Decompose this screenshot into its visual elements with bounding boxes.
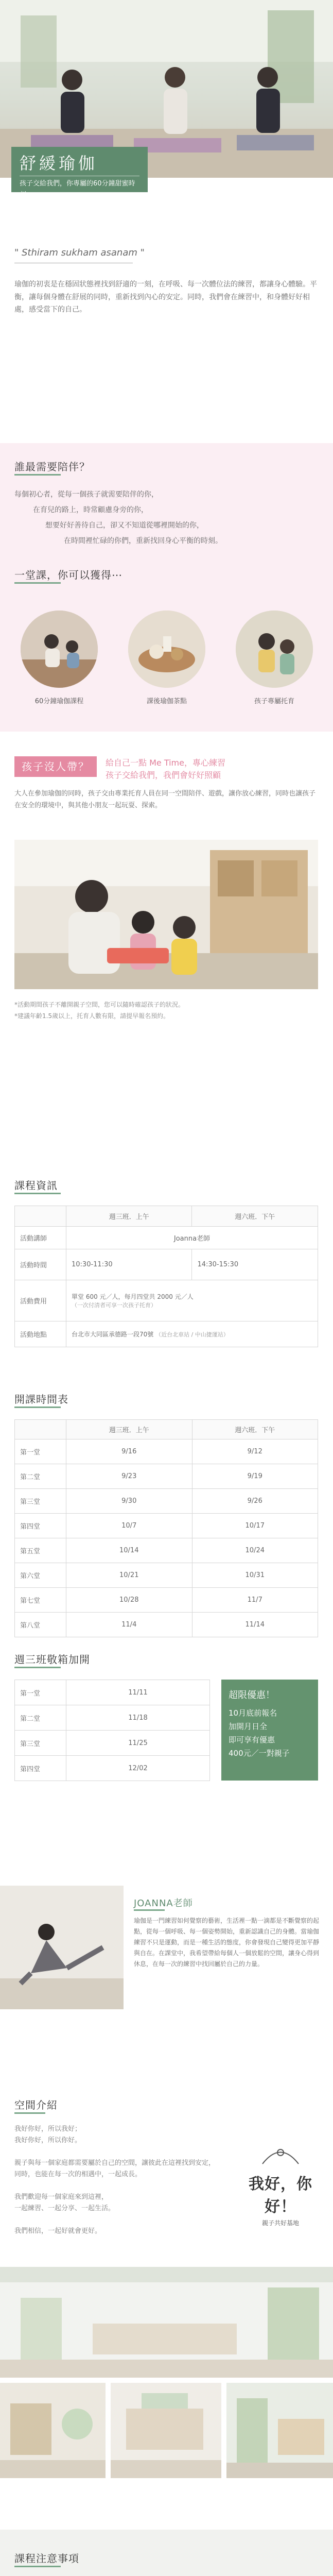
gain-label-yoga: 60分鐘瑜伽課程 — [34, 698, 84, 705]
space-line — [14, 2214, 231, 2226]
info-cell: 10:30-11:30 — [66, 1249, 192, 1280]
childcare-line2: 孩子交給我們，我們會好好照顧 — [106, 770, 221, 780]
extra-underline — [14, 1667, 61, 1668]
extra-cell: 12/02 — [66, 1756, 210, 1781]
info-fee-main: 單堂 600 元／人，每月四堂共 2000 元／人 — [72, 1293, 194, 1300]
space-line: 我們相信，一起好就會更好。 — [14, 2227, 102, 2235]
gain-photo-childcare — [236, 611, 313, 688]
gain-label-childcare: 孩子專屬托育 — [254, 698, 294, 705]
schedule-row — [15, 1439, 318, 1464]
childcare-photo — [14, 840, 318, 989]
schedule-row-label: 第五堂 — [15, 1538, 66, 1563]
schedule-row — [15, 1464, 318, 1489]
teacher-bio: 瑜伽是一門練習如何覺察的藝術，生活裡一點一滴都是不斷覺察的起點，從每一個呼吸、每一個姿勢開始，重新認識自己的身體。當瑜伽練習不只是運動，而是一種生活的態度，你會發現自己變得更加平靜與自在。在課堂中，我希望帶給每個人一個放鬆的空間，讓身心得到休息，在每一次的練習中找回屬於自己的力量。 — [134, 1917, 320, 1968]
info-title: 課程資訊 — [14, 1179, 58, 1192]
schedule-cell: 9/26 — [192, 1489, 318, 1514]
schedule-row — [15, 1613, 318, 1637]
gains-underline — [14, 582, 61, 584]
schedule-cell: 10/31 — [192, 1563, 318, 1588]
info-location: 台北市大同區承德路一段70號 — [72, 1331, 154, 1338]
info-cell-location — [66, 1321, 318, 1347]
space-photo-1 — [0, 2383, 106, 2478]
mission-line: 想要好好善待自己，卻又不知道從哪裡開始的你， — [45, 521, 204, 530]
promo-box — [221, 1680, 318, 1781]
space-line: 親子與每一個家庭都需要屬於自己的空間，讓彼此在這裡找到安定， — [14, 2159, 216, 2167]
space-line: 同時，也能在每一次的相遇中，一起成長。 — [14, 2171, 142, 2178]
childcare-note-2: *建議年齡1.5歲以上，托育人數有限，請提早報名預約。 — [14, 1012, 170, 1020]
extra-table — [14, 1680, 210, 1781]
info-table — [14, 1206, 318, 1347]
schedule-row — [15, 1588, 318, 1613]
schedule-corner — [15, 1420, 66, 1439]
promo-line: 400元／一對親子 — [229, 1749, 290, 1758]
mission-lines — [14, 487, 318, 549]
info-row-label: 活動講師 — [15, 1227, 66, 1249]
extra-cell: 11/18 — [66, 1705, 210, 1731]
schedule-cell: 10/24 — [192, 1538, 318, 1563]
brand-logo-text: 我好，你好！ — [249, 2175, 312, 2216]
schedule-cell: 9/30 — [66, 1489, 192, 1514]
extra-row — [15, 1731, 210, 1756]
space-line: 我好你好，所以我好； — [14, 2125, 82, 2133]
schedule-row — [15, 1489, 318, 1514]
mantra: " Sthiram sukham asanam " — [14, 247, 145, 258]
schedule-cell: 9/16 — [66, 1439, 192, 1464]
mission-title: 誰最需要陪伴？ — [14, 461, 90, 473]
schedule-cell: 9/23 — [66, 1464, 192, 1489]
schedule-cell: 9/12 — [192, 1439, 318, 1464]
extra-row-label: 第一堂 — [15, 1680, 66, 1705]
hero-title: 舒緩瑜伽 — [20, 154, 98, 173]
space-line: 一起練習、一起分享、一起生活。 — [14, 2205, 115, 2212]
extra-cell: 11/25 — [66, 1731, 210, 1756]
schedule-cell: 11/14 — [192, 1613, 318, 1637]
mission-underline — [14, 474, 61, 476]
gain-photo-yoga — [21, 611, 98, 688]
schedule-table — [14, 1419, 318, 1637]
intro-text: 瑜伽的初衷是在穩固狀態裡找到舒適的一刻，在呼吸、每一次體位法的練習，都讓身心體驗。平衡，讓每個身體在舒展的同時，重新找到內心的安定。同時，我們會在練習中，和身體好好相處，感受當下的自己。 — [14, 280, 317, 314]
extra-row — [15, 1756, 210, 1781]
info-row-label: 活動時間 — [15, 1249, 66, 1280]
info-fee-note: （一次付清者可享一次孩子托育） — [72, 1302, 156, 1309]
promo-line: 加開月日全 — [229, 1722, 268, 1731]
info-col-header: 週三班．上午 — [66, 1206, 192, 1227]
info-row-label: 活動費用 — [15, 1280, 66, 1321]
schedule-row-label: 第六堂 — [15, 1563, 66, 1588]
space-photo-2 — [111, 2383, 221, 2478]
notice-underline — [14, 2566, 61, 2567]
schedule-cell: 10/14 — [66, 1538, 192, 1563]
hero-subtitle: 孩子交給我們，你專屬的60分鐘甜蜜時刻 — [20, 176, 139, 201]
extra-cell: 11/11 — [66, 1680, 210, 1705]
schedule-cell: 10/28 — [66, 1588, 192, 1613]
teacher-photo — [0, 1886, 124, 2009]
schedule-cell: 10/21 — [66, 1563, 192, 1588]
schedule-underline — [14, 1406, 61, 1408]
space-title: 空間介紹 — [14, 2099, 58, 2111]
schedule-row — [15, 1514, 318, 1538]
extra-title: 週三班敬箱加開 — [14, 1653, 90, 1666]
schedule-cell: 10/17 — [192, 1514, 318, 1538]
schedule-cell: 11/4 — [66, 1613, 192, 1637]
info-col-header: 週六班．下午 — [192, 1206, 318, 1227]
mission-line: 在育兒的路上，時常顧慮身旁的你， — [33, 506, 148, 514]
brand-logo-sub: 親子共好基地 — [261, 2219, 299, 2227]
schedule-col-header: 週六班．下午 — [192, 1420, 318, 1439]
schedule-cell: 10/7 — [66, 1514, 192, 1538]
space-underline — [14, 2112, 45, 2114]
notice-title: 課程注意事項 — [14, 2552, 79, 2565]
info-cell: 14:30-15:30 — [192, 1249, 318, 1280]
space-line: 我好你好，所以你好。 — [14, 2137, 82, 2144]
space-line: 我們歡迎每一個家庭來到這裡， — [14, 2193, 109, 2201]
gains-title: 一堂課，你可以獲得⋯ — [14, 569, 122, 581]
space-line — [14, 2180, 231, 2192]
teacher-underline — [134, 1909, 165, 1911]
info-row-label: 活動地點 — [15, 1321, 66, 1347]
childcare-note-1: *活動期間孩子不離開親子空間，您可以隨時確認孩子的狀況。 — [14, 1001, 185, 1008]
schedule-row-label: 第三堂 — [15, 1489, 66, 1514]
teacher-name: JOANNA老師 — [134, 1898, 193, 1909]
extra-row — [15, 1680, 210, 1705]
info-underline — [14, 1193, 61, 1194]
info-corner — [15, 1206, 66, 1227]
extra-row — [15, 1705, 210, 1731]
info-cell: Joanna老師 — [66, 1227, 318, 1249]
schedule-row-label: 第二堂 — [15, 1464, 66, 1489]
extra-row-label: 第四堂 — [15, 1756, 66, 1781]
brand-logo — [242, 2138, 319, 2227]
hero-title-box — [11, 147, 148, 199]
mission-panel — [0, 443, 333, 732]
schedule-row-label: 第八堂 — [15, 1613, 66, 1637]
space-lines — [14, 2124, 231, 2237]
mission-line: 在時間裡忙碌的你們，重新找回身心平衡的時刻。 — [64, 537, 222, 545]
schedule-row-label: 第七堂 — [15, 1588, 66, 1613]
space-line — [14, 2146, 231, 2158]
extra-row-label: 第三堂 — [15, 1731, 66, 1756]
schedule-cell: 11/7 — [192, 1588, 318, 1613]
promo-title: 超限優惠！ — [229, 1690, 275, 1701]
info-cell-fee — [66, 1280, 318, 1321]
schedule-row — [15, 1538, 318, 1563]
promo-line: 即可享有優惠 — [229, 1735, 275, 1744]
promo-line: 10月底前報名 — [229, 1708, 277, 1718]
childcare-line1: 給自己一點 Me Time，專心練習 — [106, 758, 225, 768]
gain-label-tea: 課後瑜伽茶點 — [146, 698, 187, 705]
mission-line: 每個初心者，從每一個孩子就需要陪伴的你， — [14, 490, 159, 499]
info-location-note: （近台北車站 / 中山捷運站） — [155, 1331, 229, 1338]
brand-logo-mark — [242, 2138, 319, 2169]
extra-row-label: 第二堂 — [15, 1705, 66, 1731]
childcare-tag: 孩子沒人帶？ — [14, 756, 97, 777]
gain-photo-tea — [128, 611, 205, 688]
schedule-title: 開課時間表 — [14, 1393, 68, 1405]
childcare-desc: 大人在參加瑜伽的同時，孩子交由專業托育人員在同一空間陪伴、遊戲，讓你放心練習，同時也讓孩子在安全的環境中，與其他小朋友一起玩耍、探索。 — [14, 790, 316, 809]
space-photo-main — [0, 2267, 333, 2378]
space-photo-3 — [226, 2383, 333, 2478]
schedule-row-label: 第一堂 — [15, 1439, 66, 1464]
schedule-cell: 9/19 — [192, 1464, 318, 1489]
schedule-col-header: 週三班．上午 — [66, 1420, 192, 1439]
schedule-row-label: 第四堂 — [15, 1514, 66, 1538]
schedule-row — [15, 1563, 318, 1588]
